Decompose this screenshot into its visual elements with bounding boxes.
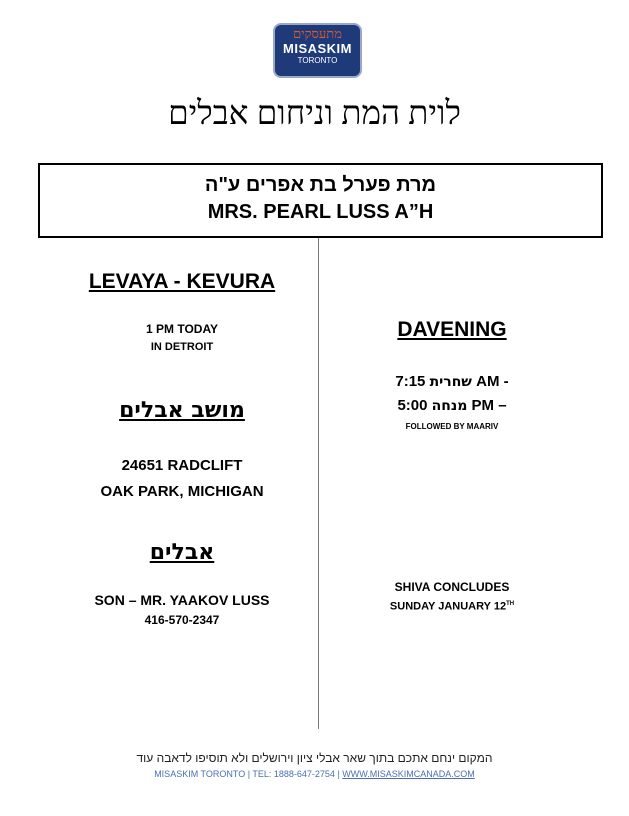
logo-name: MISASKIM — [283, 41, 352, 56]
shiva-address — [60, 453, 304, 505]
shiva-concludes: SHIVA CONCLUDES — [394, 580, 510, 594]
footer-org: MISASKIM TORONTO | TEL: 1888-647-2754 | — [154, 769, 340, 779]
mincha-time: 5:00 PM – — [397, 397, 507, 414]
levaya-details — [60, 320, 304, 356]
followed-by-maariv: FOLLOWED BY MAARIV — [405, 422, 499, 431]
address-line-2: OAK PARK, MICHIGAN — [100, 483, 264, 500]
shiva-date-row — [332, 596, 572, 615]
logo-city: TORONTO — [297, 56, 338, 65]
levaya-place: IN DETROIT — [150, 341, 214, 353]
davening-heading-wrap — [332, 318, 572, 342]
deceased-name-box — [38, 163, 603, 238]
shiva-date-suffix: TH — [506, 601, 515, 607]
logo-hebrew: מתעסקים — [293, 27, 342, 42]
levaya-time: 1 PM TODAY — [145, 322, 219, 336]
davening-heading: DAVENING — [397, 318, 507, 341]
mourners-heading-wrap — [60, 540, 304, 565]
deceased-english-name: MRS. PEARL LUSS A”H — [207, 201, 434, 223]
shiva-date: SUNDAY JANUARY 12 — [389, 600, 507, 613]
footer — [0, 751, 629, 779]
shacharis-time: 7:15 AM - — [395, 373, 509, 390]
shacharis-label: שחרית — [429, 374, 472, 390]
shiva-heading-wrap — [60, 398, 304, 423]
mourners-heading: אבלים — [149, 540, 215, 565]
footer-hebrew: המקום ינחם אתכם בתוך שאר אבלי ציון וירושלים ולא תוסיפו לדאבה עוד — [136, 751, 493, 765]
levaya-heading: LEVAYA - KEVURA — [88, 270, 276, 293]
column-divider — [318, 238, 319, 729]
website-link[interactable]: WWW.MISASKIMCANADA.COM — [342, 769, 475, 779]
levaya-heading-wrap — [60, 270, 304, 294]
page-title: לוית המת וניחום אבלים — [168, 96, 461, 132]
davening-times — [332, 370, 572, 431]
misaskim-logo — [273, 23, 362, 78]
mourner-name: SON – MR. YAAKOV LUSS — [94, 592, 270, 608]
address-line-1: 24651 RADCLIFT — [121, 457, 243, 474]
shiva-concludes-block — [332, 578, 572, 615]
shiva-heading: מושב אבלים — [119, 398, 245, 423]
mincha-row — [332, 394, 572, 418]
shacharis-row — [332, 370, 572, 394]
mourner-phone: 416-570-2347 — [144, 613, 220, 627]
deceased-hebrew-name: מרת פערל בת אפרים ע"ה — [204, 174, 437, 196]
footer-contact — [0, 769, 629, 779]
mourner-details — [60, 590, 304, 630]
mincha-label: מנחה — [431, 398, 468, 414]
